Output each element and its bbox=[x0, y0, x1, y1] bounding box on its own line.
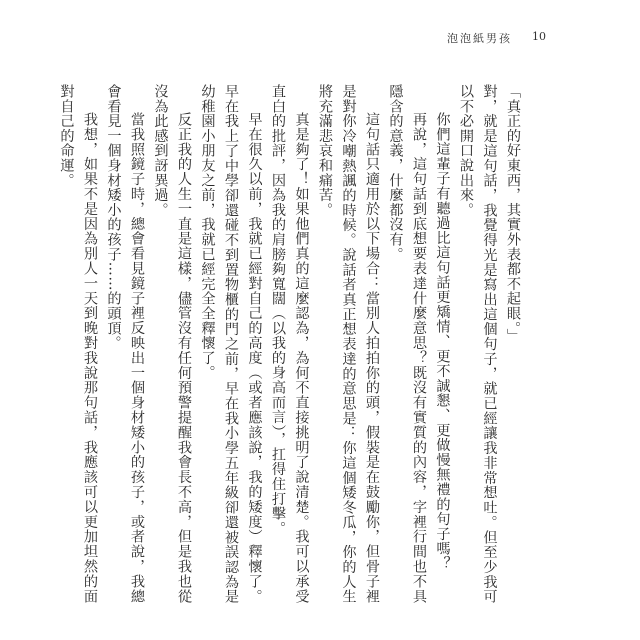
paragraph: 對，就是這句話，我覺得光是寫出這個句子，就已經讓我非常想吐。但至少我可以不必開口說出來。 bbox=[458, 84, 498, 604]
paragraph-quote: 「真正的好東西，其實外表都不起眼。」 bbox=[505, 84, 521, 344]
paragraph: 早在很久以前，我就已經對自己的高度（或者應該說，我的矮度）釋懷了。早在我上了中學卻還碰不到置物櫃的門之前，早在我小學五年級卻還被誤認為是幼稚園小朋友之前，我就已經完全全釋懷了。 bbox=[199, 84, 263, 604]
paragraph: 這句話只適用於以下場合：當別人拍拍你的頭，假裝是在鼓勵你，但骨子裡是對你冷嘲熱諷的時候。說話者真正想表達的意思是：你這個矮冬瓜，你的人生將充滿悲哀和痛苦。 bbox=[317, 84, 380, 604]
paragraph: 當我照鏡子時，總會看見鏡子裡反映出一個身材矮小的孩子，或者說，我總會看見一個身材矮小的孩子……的頭頂。 bbox=[105, 84, 145, 604]
paragraph: 再說，這句話到底想要表達什麼意思？既沒有實質的內容，字裡行間也不具隱含的意義，什麼都沒有。 bbox=[387, 84, 427, 604]
paragraph: 真是夠了！如果他們真的這麼認為，為何不直接挑明了說清楚。我可以承受直白的批評，因為我的肩膀夠寬闊（以我的身高而言），扛得住打擊。 bbox=[270, 84, 310, 604]
page-number: 10 bbox=[532, 30, 546, 43]
running-header-title: 泡泡紙男孩 bbox=[447, 32, 512, 45]
paragraph: 你們這輩子有聽過比這句話更矯情、更不誠懇、更做慢無禮的句子嗎？ bbox=[434, 112, 451, 572]
body-text bbox=[58, 84, 524, 604]
paragraph: 我想，如果不是因為別人一天到晚對我說那句話，我應該可以更加坦然的面對自己的命運。 bbox=[58, 84, 98, 604]
paragraph: 反正我的人生一直是這樣，儘管沒有任何預警提醒我會長不高，但是我也從沒為此感到訝異過。 bbox=[152, 84, 192, 604]
